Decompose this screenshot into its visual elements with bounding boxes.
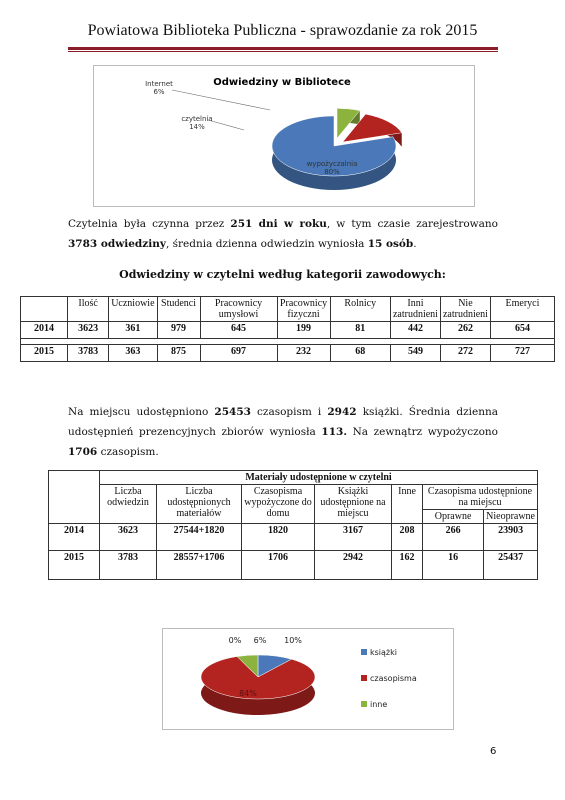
cell: 654 xyxy=(490,322,554,339)
leader-line xyxy=(172,90,270,110)
row-year: 2014 xyxy=(49,524,100,551)
column-header: Ilość xyxy=(68,297,109,322)
cell: 266 xyxy=(423,524,484,551)
materials-table xyxy=(48,470,538,580)
legend-label: inne xyxy=(370,700,388,709)
column-header: Emeryci xyxy=(490,297,554,322)
text: czasopism i xyxy=(250,406,328,418)
cell: 875 xyxy=(157,345,200,362)
corner-cell xyxy=(21,297,68,322)
legend-swatch xyxy=(361,701,367,707)
pie-label: czytelnia xyxy=(181,115,213,123)
pie-value-label: 0% xyxy=(228,636,242,645)
days-open: 251 dni w roku xyxy=(230,218,327,230)
column-header: Nie zatrudnieni xyxy=(440,297,490,322)
pie-label: wypożyczalnia xyxy=(306,160,358,168)
cell: 442 xyxy=(390,322,440,339)
row-year: 2015 xyxy=(49,551,100,580)
pie-value-label: 84% xyxy=(239,689,257,698)
daily-average: 15 osób xyxy=(367,238,414,250)
cell: 3623 xyxy=(100,524,157,551)
cell: 1820 xyxy=(242,524,315,551)
daily-average: 113. xyxy=(321,426,347,438)
pie-value-label: 10% xyxy=(284,636,302,645)
column-header: Czasopisma udostępnione na miejscu xyxy=(423,485,538,510)
cell: 27544+1820 xyxy=(157,524,242,551)
table-row xyxy=(21,345,555,362)
periodicals-count: 25453 xyxy=(214,406,251,418)
cell: 727 xyxy=(490,345,554,362)
visits-pie-svg xyxy=(94,66,474,206)
table-header-row xyxy=(49,485,538,510)
pie-slices xyxy=(201,655,315,715)
text: książki. Średnia dzienna udostępnień prezencyjnych zbiorów wyniosła xyxy=(68,406,498,438)
header-rule xyxy=(68,47,498,50)
corner-cell xyxy=(49,471,100,524)
table-row xyxy=(49,551,538,580)
column-subheader: Nieoprawne xyxy=(484,510,538,524)
cell: 3783 xyxy=(100,551,157,580)
cell: 1706 xyxy=(242,551,315,580)
text: . xyxy=(413,238,417,250)
column-header: Liczba odwiedzin xyxy=(100,485,157,524)
page-number: 6 xyxy=(490,746,497,757)
cell: 68 xyxy=(330,345,390,362)
pie-value-label: 14% xyxy=(189,123,205,131)
cell: 199 xyxy=(277,322,330,339)
header-rule-thin xyxy=(68,51,498,52)
visits-pie-chart xyxy=(93,65,475,207)
cell: 262 xyxy=(440,322,490,339)
group-header: Materiały udostępnione w czytelni xyxy=(100,471,538,485)
column-header: Pracownicy umysłowi xyxy=(200,297,277,322)
legend-label: książki xyxy=(370,648,397,657)
column-header: Inne xyxy=(392,485,423,524)
pie-value-label: 80% xyxy=(324,168,340,176)
text: Na miejscu udostępniono xyxy=(68,406,215,418)
legend-swatch xyxy=(361,649,367,655)
text: , średnia dzienna odwiedzin wyniosła xyxy=(165,238,368,250)
column-header: Studenci xyxy=(157,297,200,322)
column-header: Uczniowie xyxy=(109,297,157,322)
cell: 3783 xyxy=(68,345,109,362)
table-header-row xyxy=(21,297,555,322)
text: Czytelnia była czynna przez xyxy=(68,218,231,230)
cell: 363 xyxy=(109,345,157,362)
pie-slices xyxy=(272,108,402,190)
cell: 81 xyxy=(330,322,390,339)
books-count: 2942 xyxy=(327,406,357,418)
cell: 361 xyxy=(109,322,157,339)
cell: 2942 xyxy=(315,551,392,580)
legend-swatch xyxy=(361,675,367,681)
column-header: Rolnicy xyxy=(330,297,390,322)
cell: 16 xyxy=(423,551,484,580)
cell: 3623 xyxy=(68,322,109,339)
column-header: Książki udostępnione na miejscu xyxy=(315,485,392,524)
leader-line xyxy=(208,120,244,130)
pie-value-label: 6% xyxy=(153,88,165,96)
table-header-row xyxy=(49,471,538,485)
section-title: Odwiedziny w czytelni według kategorii zawodowych: xyxy=(119,268,446,281)
cell: 23903 xyxy=(484,524,538,551)
text: Na zewnątrz wypożyczono xyxy=(346,426,499,438)
cell: 272 xyxy=(440,345,490,362)
table-row xyxy=(49,524,538,551)
cell: 232 xyxy=(277,345,330,362)
pie-label: Internet xyxy=(145,80,173,88)
cell: 979 xyxy=(157,322,200,339)
visits-count: 3783 odwiedziny xyxy=(68,238,166,250)
chart-title: Odwiedziny w Bibliotece xyxy=(213,77,351,88)
pie-value-label: 6% xyxy=(253,636,267,645)
chart-legend xyxy=(361,648,417,709)
text: czasopism. xyxy=(97,446,159,458)
reading-room-summary xyxy=(68,214,498,254)
materials-pie-svg xyxy=(163,629,453,729)
cell: 645 xyxy=(200,322,277,339)
cell: 3167 xyxy=(315,524,392,551)
column-subheader: Oprawne xyxy=(423,510,484,524)
cell: 549 xyxy=(390,345,440,362)
cell: 28557+1706 xyxy=(157,551,242,580)
cell: 162 xyxy=(392,551,423,580)
materials-pie-chart xyxy=(162,628,454,730)
cell: 25437 xyxy=(484,551,538,580)
cell: 208 xyxy=(392,524,423,551)
row-year: 2015 xyxy=(21,345,68,362)
column-header: Pracownicy fizyczni xyxy=(277,297,330,322)
row-year: 2014 xyxy=(21,322,68,339)
cell: 697 xyxy=(200,345,277,362)
page-title: Powiatowa Biblioteka Publiczna - sprawozdanie za rok 2015 xyxy=(87,22,478,39)
text: , w tym czasie zarejestrowano xyxy=(326,218,498,230)
column-header: Inni zatrudnieni xyxy=(390,297,440,322)
column-header: Liczba udostępnionych materiałów xyxy=(157,485,242,524)
materials-summary xyxy=(68,402,498,462)
visits-by-category-table xyxy=(20,296,555,362)
column-header: Czasopisma wypożyczone do domu xyxy=(242,485,315,524)
loaned-count: 1706 xyxy=(68,446,98,458)
table-row xyxy=(21,322,555,339)
legend-label: czasopisma xyxy=(370,674,417,683)
